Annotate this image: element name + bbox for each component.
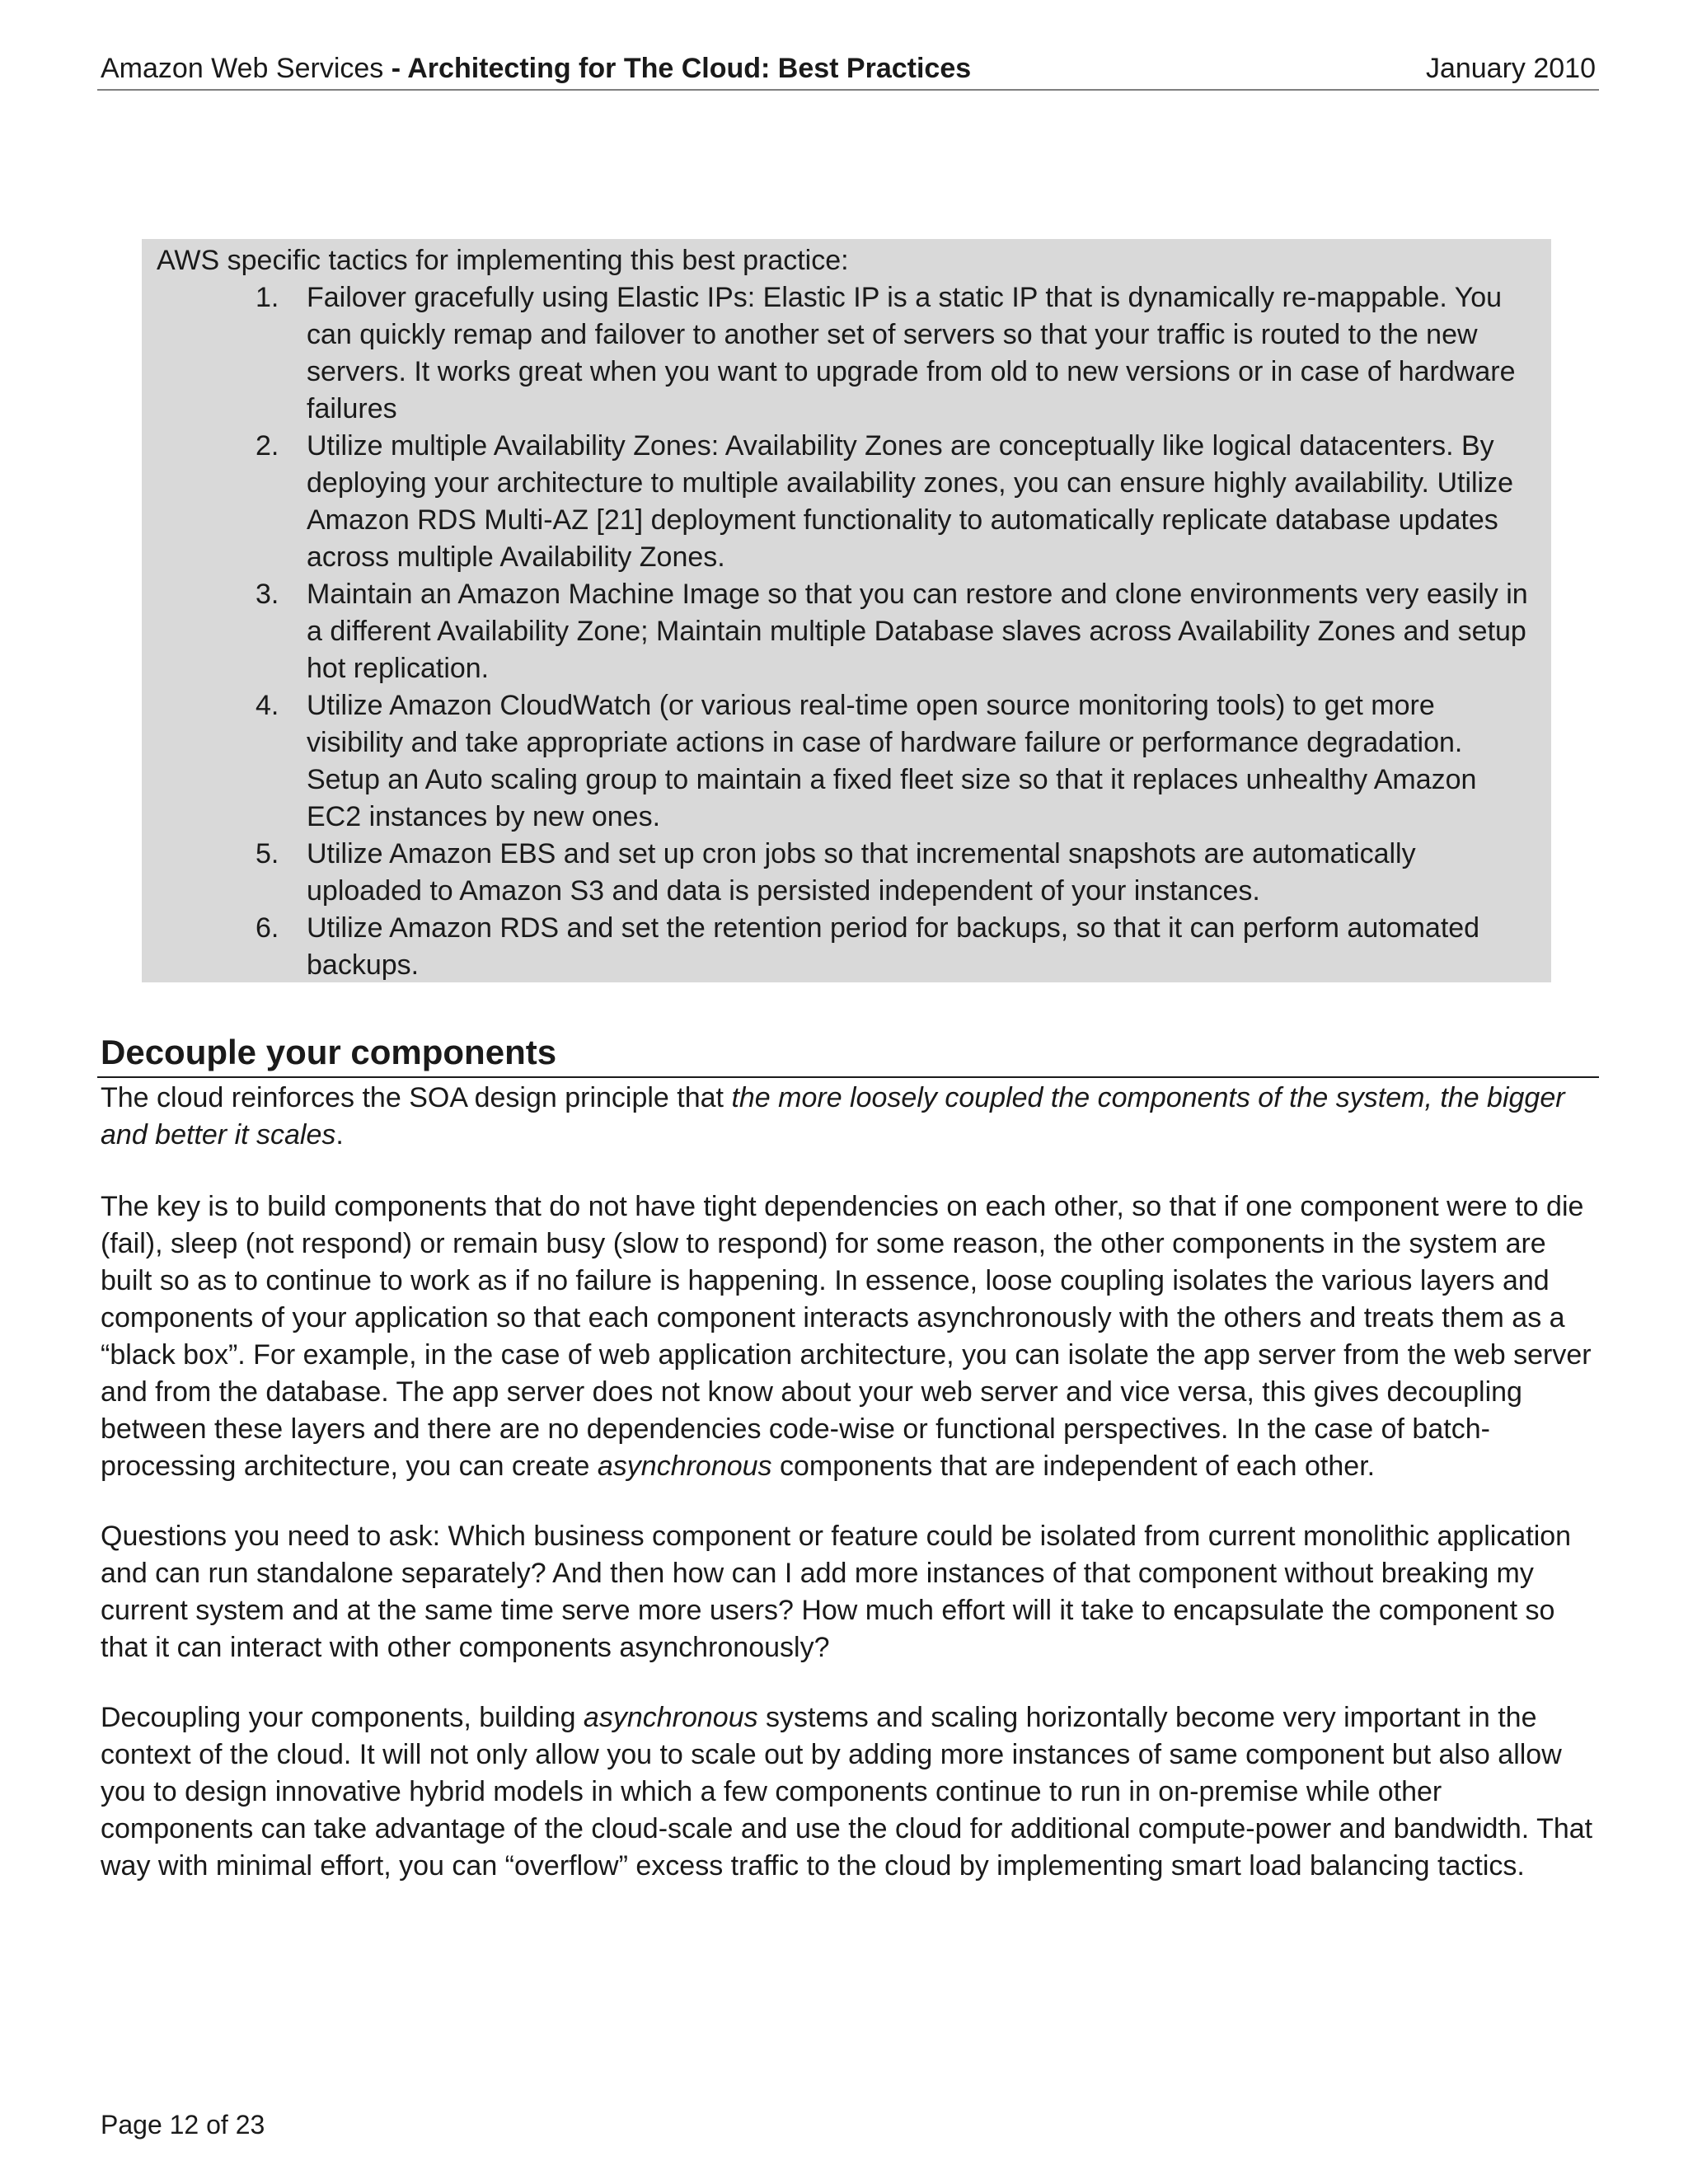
list-item-text: Utilize Amazon EBS and set up cron jobs so that incremental snapshots are automatically uploaded to Amazon S3 and data is persisted independent of your instances. (307, 838, 1416, 907)
header-separator: - (383, 53, 408, 84)
list-item (142, 687, 1551, 836)
header-date: January 2010 (1425, 53, 1596, 84)
list-item-text: Utilize Amazon CloudWatch (or various real-time open source monitoring tools) to get more visibility and take appropriate actions in case of hardware failure or performance degradation. Setup an Auto scaling group to maintain a fixed fleet size so that it replaces unhealthy Amazon EC2 instances by new ones. (307, 690, 1477, 832)
paragraph-text: systems and scaling horizontally become very important in the context of the cloud. It will not only allow you to scale out by adding more instances of same component but also allow you to design innovative hybrid models in which a few components continue to run in on-premise while other components can take advantage of the cloud-scale and use the cloud for additional compute-power and bandwidth. That way with minimal effort, you can “overflow” excess traffic to the cloud by implementing smart load balancing tactics. (101, 1702, 1593, 1882)
tactics-intro: AWS specific tactics for implementing this best practice: (157, 245, 849, 276)
list-item-number: 6. (256, 912, 279, 944)
section-heading-text: Decouple your components (101, 1033, 557, 1071)
list-item-number: 5. (256, 838, 279, 869)
paragraph-loose-coupling (101, 1188, 1601, 1485)
page-number: Page 12 of 23 (101, 2110, 265, 2139)
paragraph-emphasis: the more loosely coupled the components of the system, the bigger and better it scales (101, 1082, 1565, 1151)
list-item-text: Utilize Amazon RDS and set the retention period for backups, so that it can perform automated backups. (307, 912, 1480, 981)
list-item-text: Utilize multiple Availability Zones: Availability Zones are conceptually like logical datacenters. By deploying your architecture to multiple availability zones, you can ensure highly availability. Utilize Amazon RDS Multi-AZ [21] deployment functionality to automatically replicate database updates across multiple Availability Zones. (307, 430, 1514, 573)
list-item (142, 279, 1551, 428)
paragraph-text: . (335, 1119, 344, 1151)
page-header (97, 48, 1599, 91)
list-item (142, 910, 1551, 984)
tactics-list (142, 279, 1551, 984)
paragraph-emphasis: asynchronous (597, 1451, 772, 1482)
aws-tactics-box (142, 239, 1551, 982)
paragraph-emphasis: asynchronous (583, 1702, 758, 1733)
list-item-number: 3. (256, 579, 279, 610)
list-item-number: 2. (256, 430, 279, 462)
paragraph-soa-principle (101, 1080, 1601, 1154)
section-heading (97, 1029, 1599, 1078)
list-item (142, 836, 1551, 910)
list-item-text: Maintain an Amazon Machine Image so that you can restore and clone environments very easily in a different Availability Zone; Maintain multiple Database slaves across Availability Zones and setup hot replication. (307, 579, 1528, 684)
paragraph-hybrid-models (101, 1699, 1601, 1885)
list-item-text: Failover gracefully using Elastic IPs: Elastic IP is a static IP that is dynamically re-mappable. You can quickly remap and failover to another set of servers so that your traffic is routed to the new servers. It works great when you want to upgrade from old to new versions or in case of hardware failures (307, 282, 1516, 424)
paragraph-text: Decoupling your components, building (101, 1702, 584, 1733)
header-company: Amazon Web Services (101, 53, 384, 84)
list-item (142, 428, 1551, 576)
list-item (142, 576, 1551, 687)
list-item-number: 4. (256, 690, 279, 721)
header-title-line (101, 48, 971, 89)
paragraph-text: The cloud reinforces the SOA design principle that (101, 1082, 732, 1113)
header-document-title: Architecting for The Cloud: Best Practices (407, 53, 972, 84)
list-item-number: 1. (256, 282, 279, 313)
paragraph-questions: Questions you need to ask: Which business component or feature could be isolated from current monolithic application and can run standalone separately? And then how can I add more instances of that component without breaking my current system and at the same time serve more users? How much effort will it take to encapsulate the component so that it can interact with other components asynchronously? (101, 1521, 1572, 1663)
paragraph-text: components that are independent of each other. (771, 1451, 1376, 1482)
paragraph-text: The key is to build components that do not have tight dependencies on each other, so that if one component were to die (fail), sleep (not respond) or remain busy (slow to respond) for some reason, the other components in the system are built so as to continue to work as if no failure is happening. In essence, loose coupling isolates the various layers and components of your application so that each component interacts asynchronously with the others and treats them as a “black box”. For example, in the case of web application architecture, you can isolate the app server from the web server and from the database. The app server does not know about your web server and vice versa, this gives decoupling between these layers and there are no dependencies code-wise or functional perspectives. In the case of batch-processing architecture, you can create (101, 1191, 1592, 1482)
